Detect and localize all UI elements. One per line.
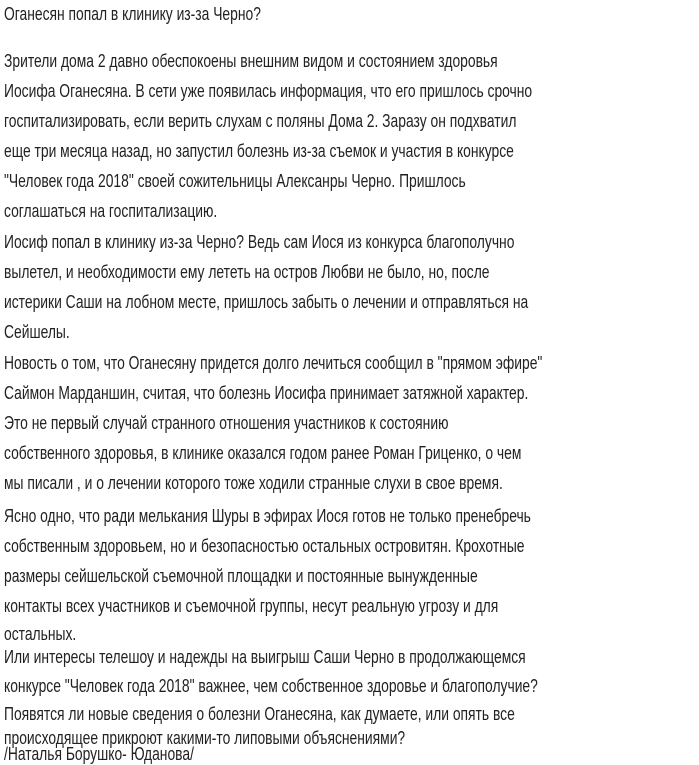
paragraph-line: вылетел, и необходимости ему лететь на остров Любви не было, но, после	[4, 262, 490, 282]
paragraph-line: Сейшелы.	[4, 322, 70, 342]
author-signature: /Наталья Борушко- Юданова/	[4, 744, 194, 764]
paragraph-line: "Человек года 2018" своей сожительницы Алексанры Черно. Пришлось	[4, 171, 466, 191]
paragraph-line: размеры сейшельской съемочной площадки и постоянные вынужденные	[4, 566, 478, 586]
paragraph-line: истерики Саши на лобном месте, пришлось забыть о лечении и отправляться на	[4, 292, 529, 312]
paragraph-line: мы писали , и о лечении которого тоже ходили странные слухи в свое время.	[4, 473, 503, 493]
paragraph-line: Саймон Марданшин, считая, что болезнь Иосифа принимает затяжной характер.	[4, 383, 529, 403]
paragraph-line: Зрители дома 2 давно обеспокоены внешним видом и состоянием здоровья	[4, 51, 498, 71]
paragraph-line: контакты всех участников и съемочной группы, несут реальную угрозу и для	[4, 596, 499, 616]
paragraph-line: происходящее прикроют какими-то липовыми объяснениями?	[4, 728, 406, 748]
paragraph-line: остальных.	[4, 624, 77, 644]
paragraph-line: собственным здоровьем, но и безопасностью остальных островитян. Крохотные	[4, 536, 525, 556]
paragraph-line: Ясно одно, что ради мелькания Шуры в эфирах Иося готов не только пренебречь	[4, 506, 531, 526]
article-title: Оганесян попал в клинику из-за Черно?	[4, 4, 261, 24]
paragraph-line: еще три месяца назад, но запустил болезнь из-за съемок и участия в конкурсе	[4, 141, 514, 161]
paragraph-line: Это не первый случай странного отношения участников к состоянию	[4, 413, 449, 433]
paragraph-line: Иосиф попал в клинику из-за Черно? Ведь сам Иося из конкурса благополучно	[4, 232, 515, 252]
paragraph-line: Иосифа Оганесяна. В сети уже появилась информация, что его пришлось срочно	[4, 81, 533, 101]
paragraph-line: госпитализировать, если верить слухам с поляны Дома 2. Заразу он подхватил	[4, 111, 517, 131]
paragraph-line: соглашаться на госпитализацию.	[4, 201, 218, 221]
paragraph-line: собственного здоровья, в клинике оказался годом ранее Роман Гриценко, о чем	[4, 443, 522, 463]
paragraph-line: конкурсе "Человек года 2018" важнее, чем собственное здоровье и благополучие?	[4, 676, 538, 696]
paragraph-line: Или интересы телешоу и надежды на выигрыш Саши Черно в продолжающемся	[4, 647, 526, 667]
paragraph-line: Появятся ли новые сведения о болезни Оганесяна, как думаете, или опять все	[4, 704, 515, 724]
paragraph-line: Новость о том, что Оганесяну придется долго лечиться сообщил в "прямом эфире"	[4, 353, 543, 373]
